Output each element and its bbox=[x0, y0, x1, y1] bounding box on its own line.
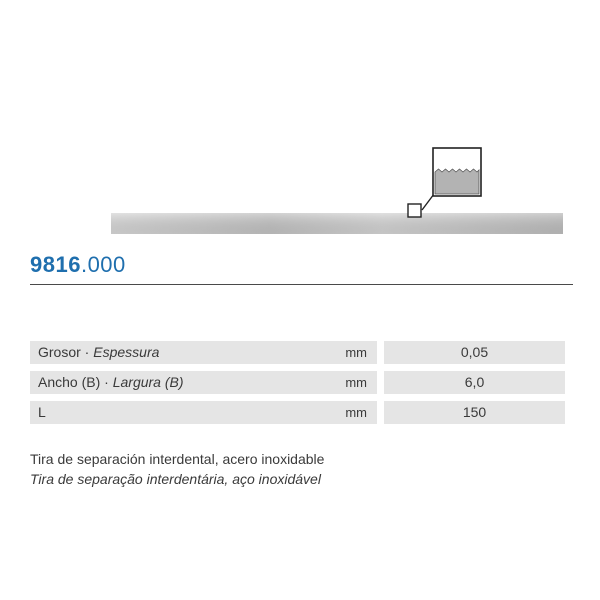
product-illustration bbox=[0, 0, 600, 250]
spec-unit: mm bbox=[345, 375, 367, 390]
description-es: Tira de separación interdental, acero inoxidable bbox=[30, 451, 325, 467]
spec-unit: mm bbox=[345, 405, 367, 420]
product-code bbox=[30, 252, 126, 278]
spec-table bbox=[30, 341, 566, 431]
detail-marker bbox=[408, 204, 421, 217]
spec-row-width bbox=[30, 371, 566, 394]
product-code-main: 9816 bbox=[30, 252, 81, 277]
spec-value: 0,05 bbox=[384, 341, 565, 364]
spec-label-es: L bbox=[38, 404, 46, 420]
strip-drawing bbox=[0, 0, 600, 250]
divider bbox=[30, 284, 573, 285]
spec-row-thickness bbox=[30, 341, 566, 364]
spec-label-es: Ancho (B) bbox=[38, 374, 101, 390]
product-description bbox=[30, 449, 324, 489]
spec-row-length bbox=[30, 401, 566, 424]
spec-unit: mm bbox=[345, 345, 367, 360]
product-code-suffix: .000 bbox=[80, 252, 126, 277]
spec-label-pt: Largura (B) bbox=[112, 374, 184, 390]
spec-label-pt: Espessura bbox=[93, 344, 160, 360]
magnified-edge-detail bbox=[433, 148, 481, 196]
spec-value: 6,0 bbox=[384, 371, 565, 394]
spec-label bbox=[38, 401, 46, 424]
spec-value: 150 bbox=[384, 401, 565, 424]
description-pt: Tira de separação interdentária, aço inoxidável bbox=[30, 471, 321, 487]
spec-label: Ancho (B) · Largura (B) bbox=[38, 374, 184, 390]
spec-label-es: Grosor bbox=[38, 344, 81, 360]
spec-label: Grosor · Espessura bbox=[38, 344, 160, 360]
